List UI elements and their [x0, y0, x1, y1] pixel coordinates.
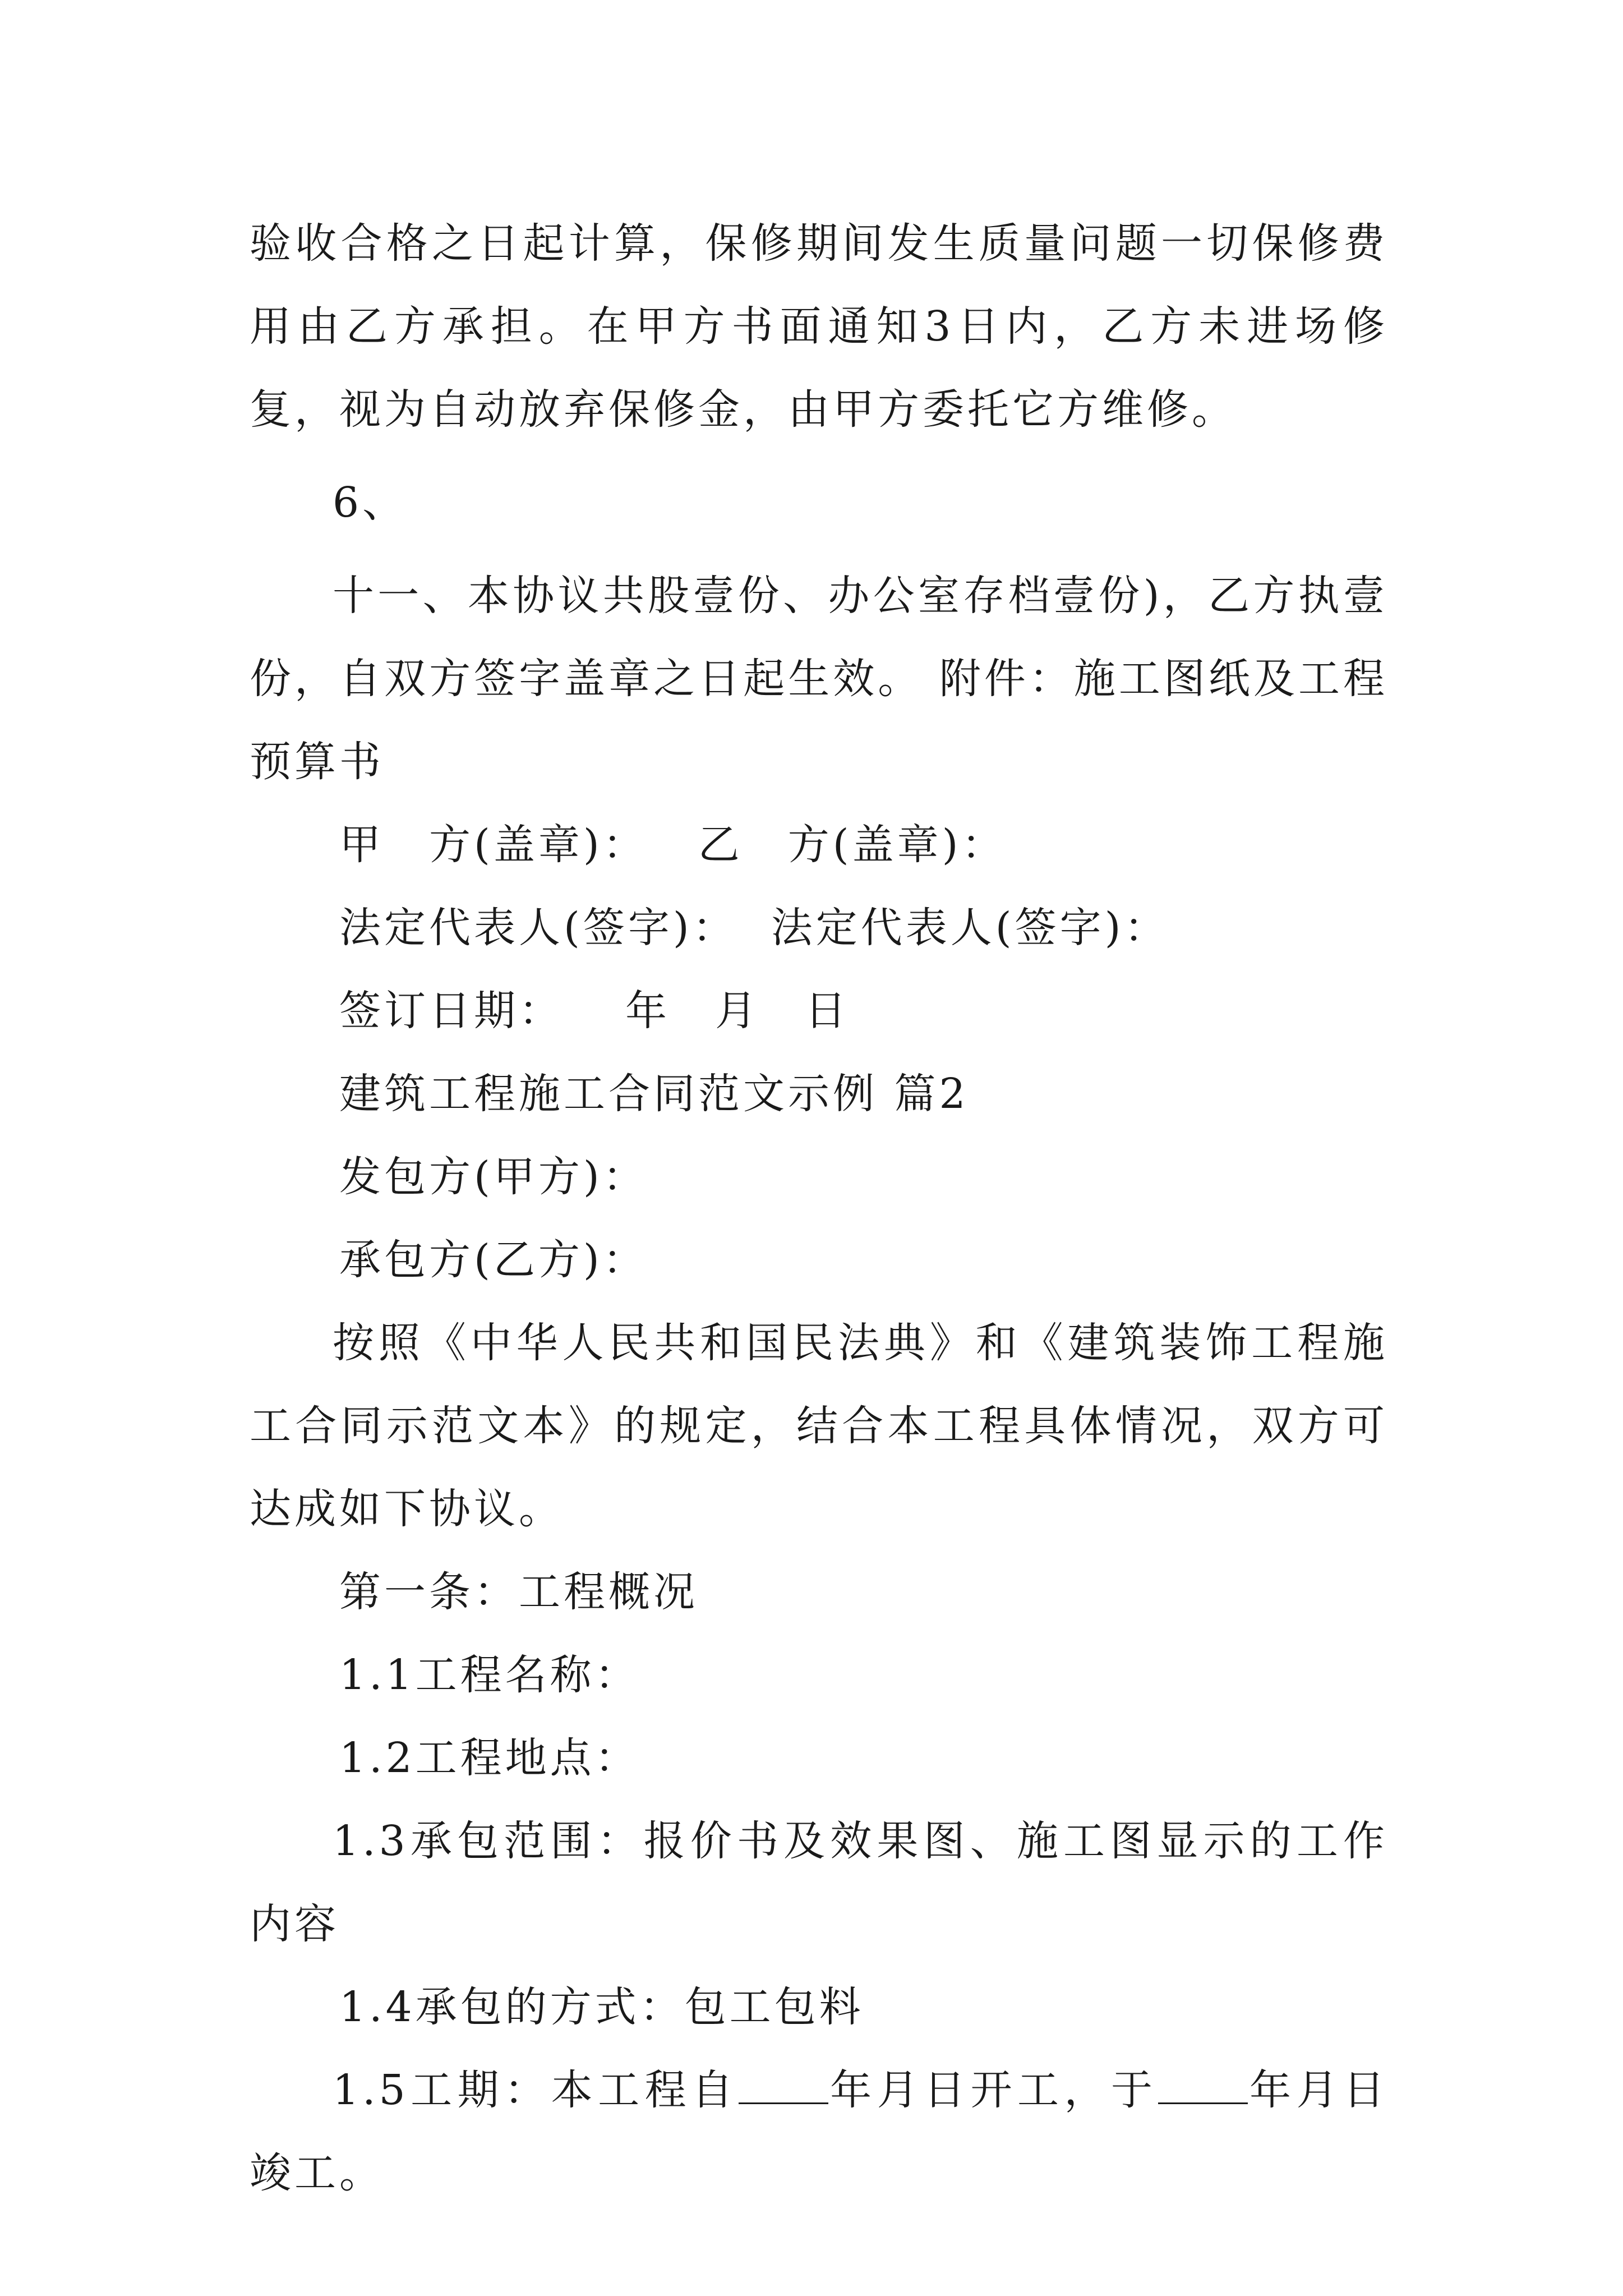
paragraph-warranty: 验收合格之日起计算，保修期间发生质量问题一切保修费用由乙方承担。在甲方书面通知3日内，乙方未进场修复，视为自动放弃保修金，由甲方委托它方维修。 [250, 219, 1388, 434]
representative-line [250, 886, 1388, 969]
signing-date-label: 签订日期： [339, 987, 564, 1035]
party-b-representative-label: 法定代表人(签字)： [771, 904, 1169, 952]
party-a-seal-label: 甲 方(盖章)： [339, 821, 648, 869]
paragraph-clause-11: 十一、本协议共股壹份、办公室存档壹份)，乙方执壹份，自双方签字盖章之日起生效。 附件：施工图纸及工程预算书 [250, 572, 1388, 786]
date-year: 年 [625, 987, 670, 1035]
date-day: 日 [805, 987, 850, 1035]
item-1-5-start: 1.5工期：本工程自 [333, 2066, 739, 2114]
item-1-5 [250, 2049, 1388, 2215]
item-1-1: 1.1工程名称： [339, 1651, 640, 1699]
item-1-3: 1.3承包范围：报价书及效果图、施工图显示的工作内容 [250, 1817, 1388, 1948]
article-1-heading: 第一条：工程概况 [339, 1568, 698, 1616]
blank-line [1158, 2069, 1248, 2104]
contractor-line: 承包方(乙方)： [339, 1236, 648, 1284]
item-1-2: 1.2工程地点： [339, 1734, 640, 1782]
item-1-5-end: 年月日竣工。 [250, 2066, 1389, 2197]
employer-line: 发包方(甲方)： [339, 1153, 648, 1201]
party-a-representative-label: 法定代表人(签字)： [339, 904, 737, 952]
date-month: 月 [715, 987, 760, 1035]
signing-date-line [250, 969, 1388, 1052]
party-b-seal-label: 乙 方(盖章)： [698, 821, 1007, 869]
paragraph-item-6: 6、 [333, 478, 408, 527]
document-page [250, 202, 1388, 2215]
seal-line [250, 803, 1388, 886]
blank-line [739, 2069, 828, 2104]
item-1-4: 1.4承包的方式：包工包料 [339, 1983, 864, 2031]
paragraph-intro: 按照《中华人民共和国民法典》和《建筑装饰工程施工合同示范文本》的规定，结合本工程具体情况，双方可达成如下协议。 [250, 1319, 1388, 1533]
section-title: 建筑工程施工合同范文示例 篇2 [339, 1070, 969, 1118]
item-1-5-middle: 年月日开工，于 [828, 2066, 1158, 2114]
